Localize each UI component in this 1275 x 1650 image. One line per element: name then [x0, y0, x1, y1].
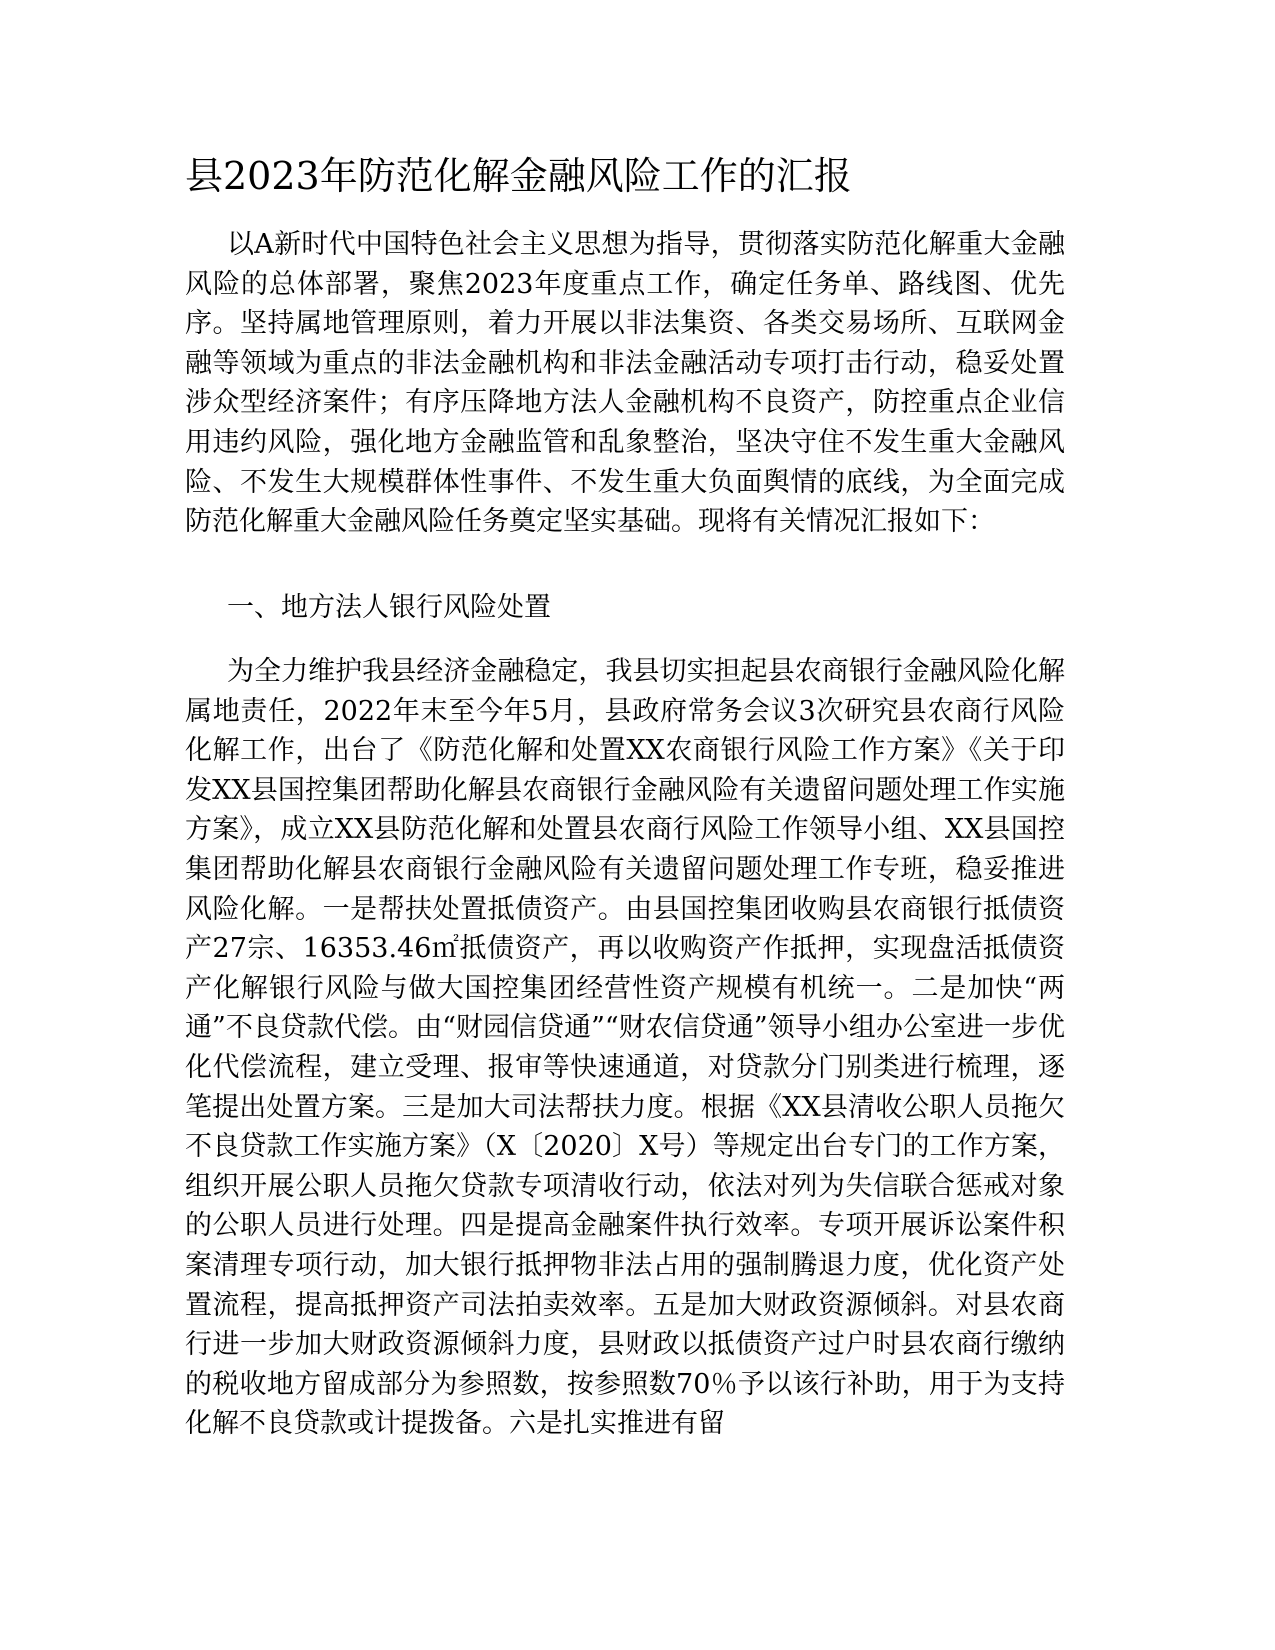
document-title: 县2023年防范化解金融风险工作的汇报 [185, 154, 852, 198]
section-heading-1: 一、地方法人银行风险处置 [227, 592, 551, 623]
intro-paragraph: 以A新时代中国特色社会主义思想为指导，贯彻落实防范化解重大金融风险的总体部署，聚焦2023年度重点工作，确定任务单、路线图、优先序。坚持属地管理原则，着力开展以非法集资、各类交易场所、互联网金融等领域为重点的非法金融机构和非法金融活动专项打击行动，稳妥处置涉众型经济案件；有序压降地方法人金融机构不良资产，防控重点企业信用违约风险，强化地方金融监管和乱象整治，坚决守住不发生重大金融风险、不发生大规模群体性事件、不发生重大负面舆情的底线，为全面完成防范化解重大金融风险任务奠定坚实基础。现将有关情况汇报如下： [185, 229, 1065, 538]
section-1-paragraph: 为全力维护我县经济金融稳定，我县切实担起县农商银行金融风险化解属地责任，2022年末至今年5月，县政府常务会议3次研究县农商行风险化解工作，出台了《防范化解和处置XX农商银行风险工作方案》《关于印发XX县国控集团帮助化解县农商银行金融风险有关遗留问题处理工作实施方案》，成立XX县防范化解和处置县农商行风险工作领导小组、XX县国控集团帮助化解县农商银行金融风险有关遗留问题处理工作专班，稳妥推进风险化解。一是帮扶处置抵债资产。由县国控集团收购县农商银行抵债资产27宗、16353.46㎡抵债资产，再以收购资产作抵押，实现盘活抵债资产化解银行风险与做大国控集团经营性资产规模有机统一。二是加快“两通”不良贷款代偿。由“财园信贷通”“财农信贷通”领导小组办公室进一步优化代偿流程，建立受理、报审等快速通道，对贷款分门别类进行梳理，逐笔提出处置方案。三是加大司法帮扶力度。根据《XX县清收公职人员拖欠不良贷款工作实施方案》（X〔2020〕X号）等规定出台专门的工作方案，组织开展公职人员拖欠贷款专项清收行动，依法对列为失信联合惩戒对象的公职人员进行处理。四是提高金融案件执行效率。专项开展诉讼案件积案清理专项行动，加大银行抵押物非法占用的强制腾退力度，优化资产处置流程，提高抵押资产司法拍卖效率。五是加大财政资源倾斜。对县农商行进一步加大财政资源倾斜力度，县财政以抵债资产过户时县农商行缴纳的税收地方留成部分为参照数，按参照数70％予以该行补助，用于为支持化解不良贷款或计提拨备。六是扎实推进有留 [185, 656, 1065, 1440]
